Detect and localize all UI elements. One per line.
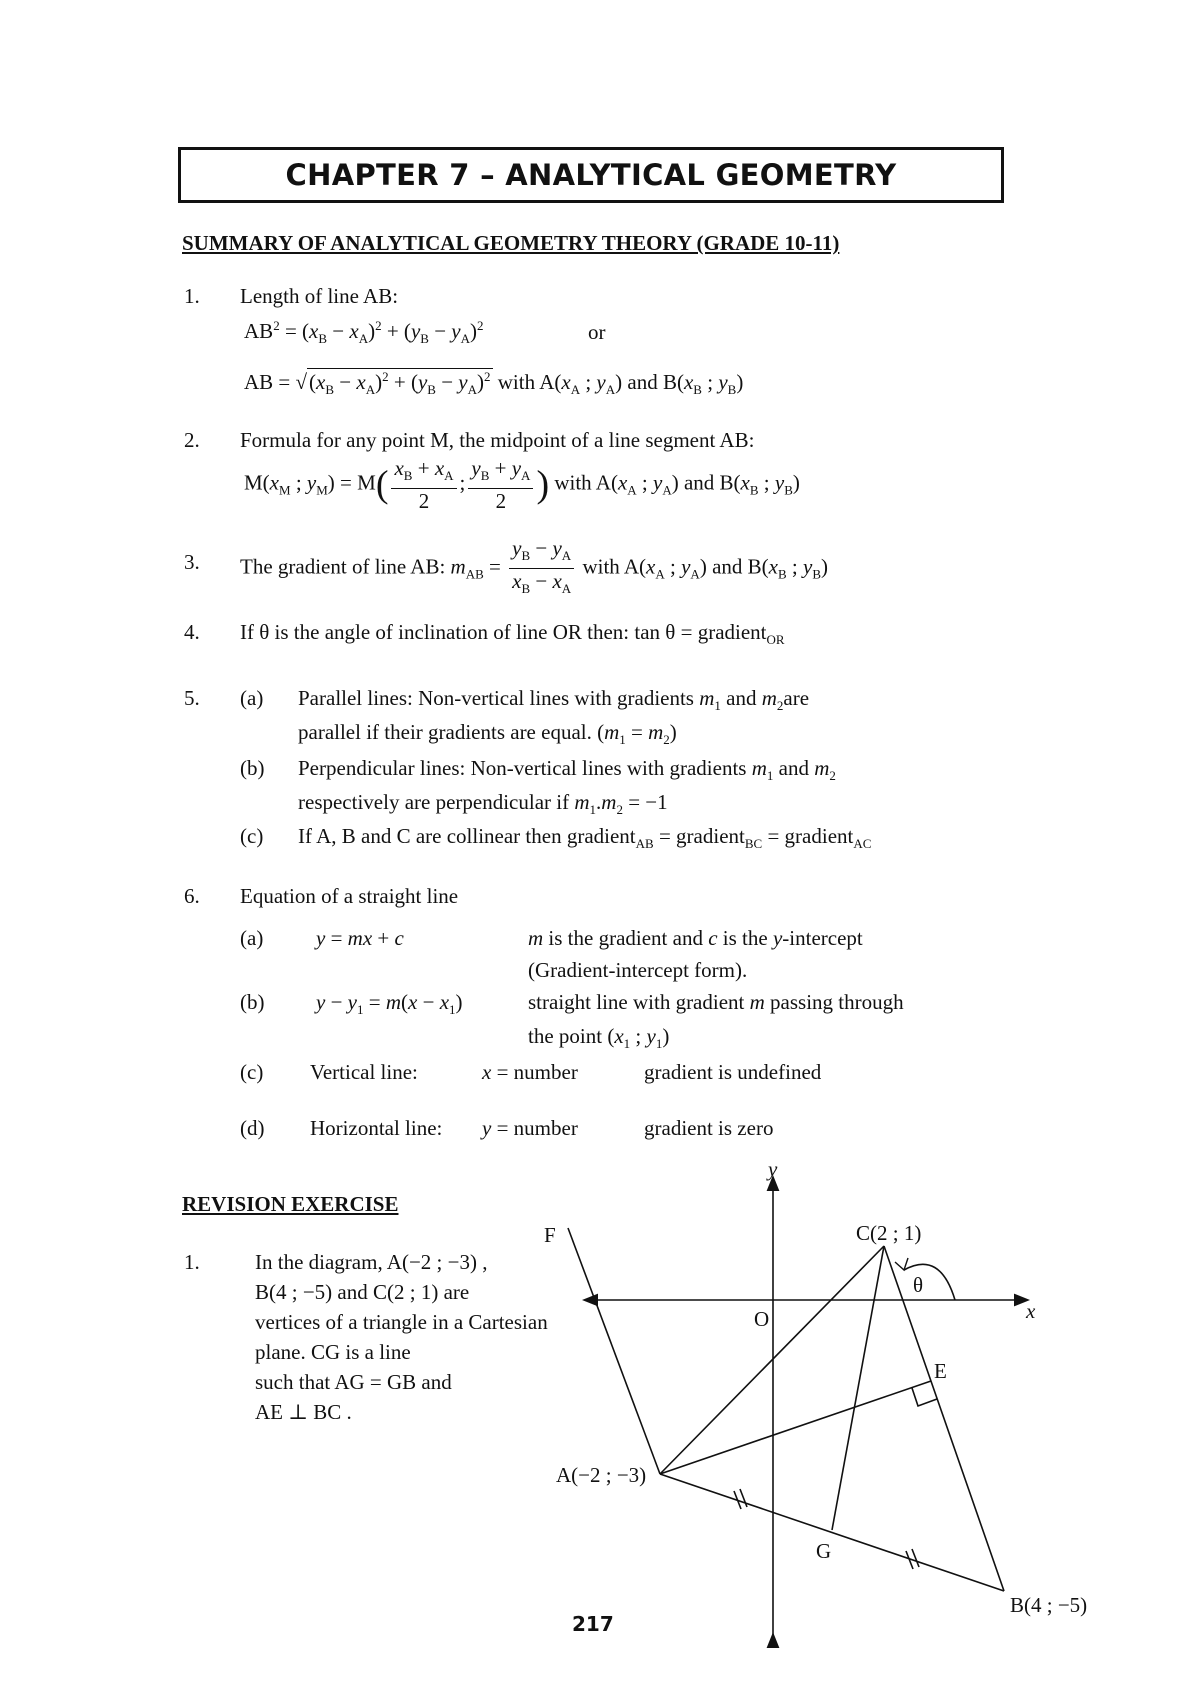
item-3-line: The gradient of line AB: $m_{AB}$ = $\frac{y_B - y_A}{x_B - x_A}$ with $A(x_A$ ; $y_A$) and $B(x_B$ ; $y_B$) [240, 536, 828, 597]
item-5b-text: Perpendicular lines: Non-vertical lines with gradients [298, 756, 747, 780]
theta-arc [904, 1264, 955, 1300]
item-5c-line: If A, B and C are collinear then gradient$_{AB}$ = gradient$_{BC}$ = gradient$_{AC}$ [298, 824, 872, 852]
segment-cg [832, 1246, 884, 1530]
item-2-and: and [683, 470, 715, 495]
chapter-title: CHAPTER 7 – ANALYTICAL GEOMETRY [285, 158, 897, 192]
item-5c-grad-bc: gradient [676, 824, 745, 848]
item-6a-desc: m is the gradient and c is the y-intercept [528, 926, 863, 950]
exercise-line-4: plane. CG is a line [255, 1340, 411, 1364]
side-ac [660, 1246, 884, 1474]
tick-ag-2 [740, 1489, 747, 1507]
point-a-label: A(−2 ; −3) [556, 1463, 647, 1487]
item-4-number: 4. [184, 620, 200, 644]
item-5c-grad-ac: gradient [784, 824, 854, 848]
item-5c-grad-ab: gradient [566, 824, 636, 848]
item-6a-equation: y = mx + c [316, 926, 404, 950]
point-e-label: E [934, 1359, 947, 1383]
item-6a-desc4: (Gradient-intercept form). [528, 958, 748, 982]
item-5b-and: and [778, 756, 809, 780]
summary-heading: SUMMARY OF ANALYTICAL GEOMETRY THEORY (GRADE 10-11) [182, 231, 840, 255]
item-5a-are: are [783, 686, 810, 710]
item-3-with: with [582, 554, 620, 579]
item-5a-label: (a) [240, 686, 264, 710]
item-6a-desc1: is the gradient and [548, 926, 703, 950]
item-6b-equation: $y - y_1 = m(x - x_1)$ [316, 990, 463, 1018]
item-6b-desc1: straight line with gradient [528, 990, 745, 1014]
item-1-with: with [497, 370, 536, 394]
point-f-label: F [544, 1223, 556, 1247]
y-axis-label: y [768, 1157, 778, 1181]
item-6c-eq: = number [496, 1060, 578, 1084]
item-1-number: 1. [184, 284, 200, 308]
item-1-and: and [627, 370, 658, 394]
item-5b-label: (b) [240, 756, 265, 780]
page-number: 217 [572, 1612, 614, 1636]
item-6b-desc3: the point [528, 1024, 603, 1048]
item-2-formula: $M(x_M$ ; $y_M) = M$( $\frac{x_B + x_A}{2}$ ; $\frac{y_B + y_A}{2}$ ) with $A(x_A$ ; $y_A$) and $B(x_B$ ; $y_B$) [244, 456, 800, 514]
item-2-with: with [554, 470, 592, 495]
item-5a-line2: parallel if their gradients are equal. $(m_1 = m_2)$ [298, 720, 677, 748]
item-5a-text2: parallel if their gradients are equal. [298, 720, 592, 744]
exercise-number: 1. [184, 1250, 200, 1274]
item-5b-text2: respectively are perpendicular if [298, 790, 570, 814]
item-4-text: If θ is the angle of inclination of line OR then: [240, 620, 630, 644]
item-1-label: Length of line AB: [240, 284, 399, 308]
item-6c-equation: x = number [482, 1060, 578, 1084]
item-2-number: 2. [184, 428, 200, 452]
item-5a-line1: Parallel lines: Non-vertical lines with gradients $m_1$ and $m_2are$ [298, 686, 810, 714]
exercise-line-2: B(4 ; −5) and C(2 ; 1) are [255, 1280, 470, 1304]
exercise-line-3: vertices of a triangle in a Cartesian [255, 1310, 548, 1334]
item-2-label: Formula for any point M, the midpoint of a line segment AB: [240, 428, 755, 452]
segment-ae [660, 1381, 931, 1474]
item-6-number: 6. [184, 884, 200, 908]
item-6d-name: Horizontal line: [310, 1116, 443, 1140]
revision-heading: REVISION EXERCISE [182, 1192, 399, 1216]
item-4-sub: OR [766, 632, 785, 648]
item-6d-equation: y = number [482, 1116, 578, 1140]
item-6b-desc3-line: the point ($x_1$ ; $y_1$) [528, 1024, 670, 1052]
point-c-label: C(2 ; 1) [856, 1221, 922, 1245]
item-6b-desc: straight line with gradient m passing through [528, 990, 904, 1014]
point-b-label: B(4 ; −5) [1010, 1593, 1088, 1617]
item-5b-line1: Perpendicular lines: Non-vertical lines with gradients $m_1$ and $m_2$ [298, 756, 836, 784]
item-5a-and: and [726, 686, 757, 710]
item-3-and: and [712, 554, 743, 579]
item-5c-text: If A, B and C are collinear then [298, 824, 562, 848]
exercise-line-5: such that AG = GB and [255, 1370, 452, 1394]
x-axis-label: x [1026, 1299, 1036, 1323]
item-6d-desc: gradient is zero [644, 1116, 774, 1140]
item-3-number: 3. [184, 550, 200, 574]
item-6c-desc: gradient is undefined [644, 1060, 822, 1084]
side-cb [884, 1246, 1004, 1591]
item-5c-label: (c) [240, 824, 264, 848]
line-af [568, 1228, 660, 1474]
tick-gb-2 [912, 1549, 919, 1567]
item-6d-eq: = number [496, 1116, 578, 1140]
theta-label: θ [913, 1273, 924, 1297]
item-4-formula: tan θ = gradient [634, 620, 767, 644]
item-5a-text: Parallel lines: Non-vertical lines with gradients [298, 686, 694, 710]
item-1-formula-squared: $AB^2 = (x_B - x_A)^2 + (y_B - y_A)^2$ [244, 318, 484, 347]
item-6c-name: Vertical line: [310, 1060, 418, 1084]
item-6b-label: (b) [240, 990, 265, 1014]
item-3-label: The gradient of line AB: [240, 554, 446, 579]
item-6c-label: (c) [240, 1060, 264, 1084]
item-5b-line2: respectively are perpendicular if $m_1.m_2 = -1$ [298, 790, 668, 818]
origin-label: O [754, 1307, 770, 1331]
item-1-formula-root: AB = $√(x_B - x_A)^2 + (y_B - y_A)^2$ with $A(x_A$ ; $y_A$) and $B(x_B$ ; $y_B$) [244, 369, 744, 398]
item-5-number: 5. [184, 686, 200, 710]
exercise-line-6: AE ⊥ BC . [255, 1400, 352, 1424]
side-ab [660, 1474, 1004, 1591]
item-1-or: or [588, 320, 606, 344]
item-6a-label: (a) [240, 926, 264, 950]
item-6b-desc2: passing through [770, 990, 904, 1014]
item-6a-desc2: is the [722, 926, 768, 950]
right-angle-mark [912, 1388, 937, 1406]
point-g-label: G [816, 1539, 832, 1563]
item-6-label: Equation of a straight line [240, 884, 459, 908]
exercise-line-1: In the diagram, A(−2 ; −3) , [255, 1250, 488, 1274]
item-6a-desc3: -intercept [782, 926, 863, 950]
item-6d-label: (d) [240, 1116, 265, 1140]
